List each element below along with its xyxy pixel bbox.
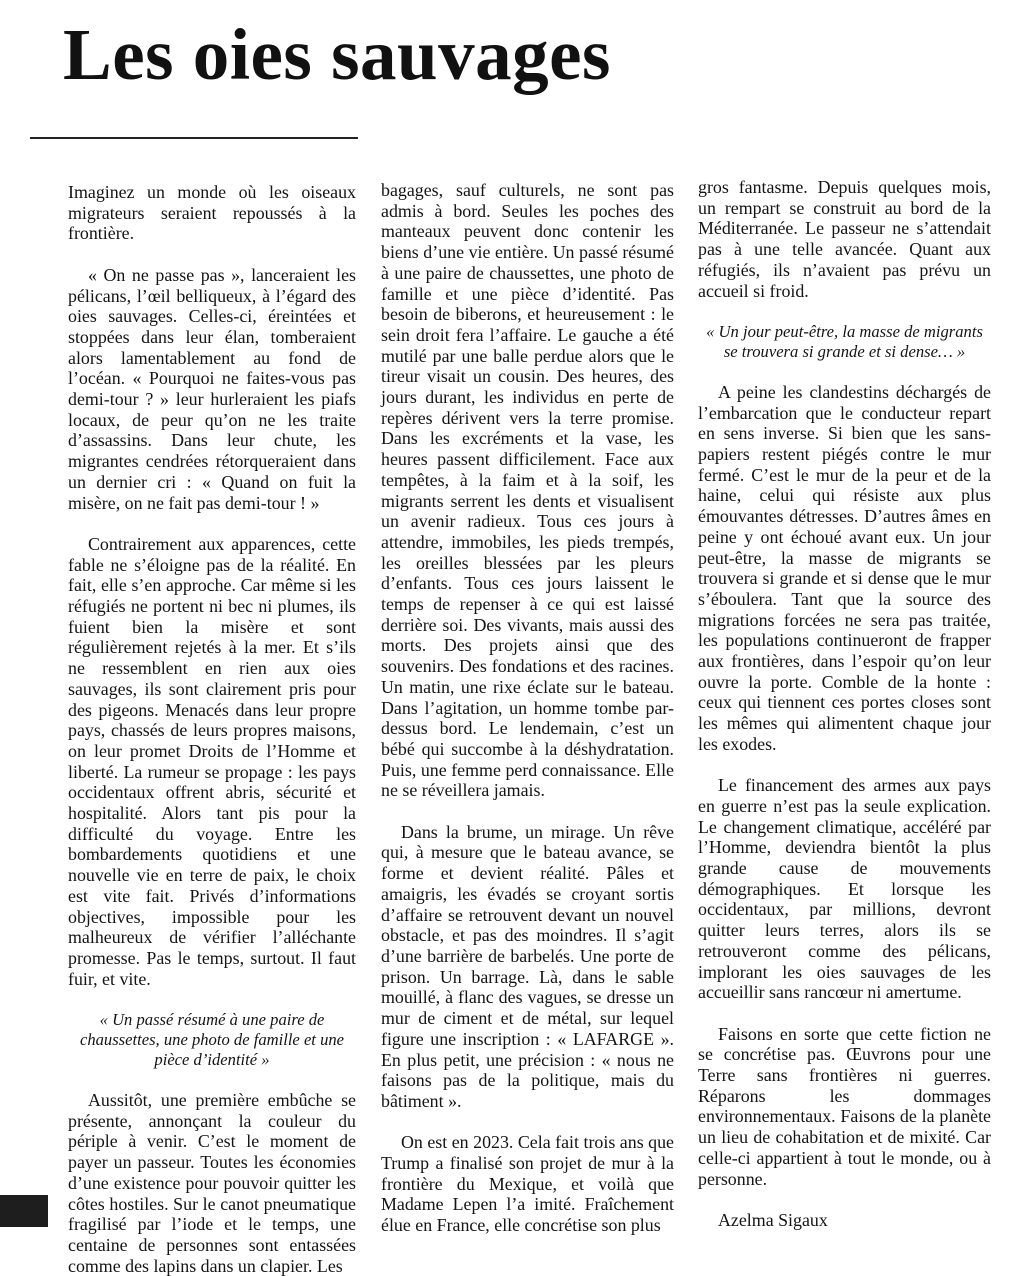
body-paragraph: A peine les clandestins déchargés de l’embarcation que le conducteur repart en sens inverse. Si bien que les sans-papiers restent piégés contre le mur fermé. C’est le mur de la peur et de la haine, celui qui résiste aux plus émouvantes détresses. D’autres âmes en peine y ont échoué avant eux. Un jour peut-être, la masse de migrants se trouvera si grande et si dense que le mur s’éboulera. Tant que la source des migrations forcées ne sera pas traitée, les populations continueront de frapper aux frontières, dans l’espoir qu’on leur ouvre la porte. Comble de la honte : ceux qui tiennent ces portes closes sont les mêmes qui alimentent chaque jour les exodes. [698,381,991,754]
body-paragraph: On est en 2023. Cela fait trois ans que Trump a finalisé son projet de mur à la frontière du Mexique, et voilà que Madame Lepen l’a imité. Fraîchement élue en France, elle concrétise son plus [381,1132,674,1236]
article-title: Les oies sauvages [63,14,611,95]
body-paragraph: Aussitôt, une première embûche se présente, annonçant la couleur du périple à venir. C’est le moment de payer un passeur. Toutes les économies d’une existence pour pouvoir quitter les côtes hostiles. Sur le canot pneumatique fragilisé par l’iode et le temps, une centaine de personnes sont entassées comme des lapins dans un clapier. Les [68,1090,356,1276]
pull-quote: « Un passé résumé à une paire de chaussettes, une photo de famille et une pièce d’identité » [79,1010,345,1070]
column-3 [698,177,991,1231]
body-paragraph: Faisons en sorte que cette fiction ne se concrétise pas. Œuvrons pour une Terre sans frontières ni guerres. Réparons les dommages environnementaux. Faisons de la planète un lieu de cohabitation et de mixité. Car celle-ci appartient à tout le monde, ou à personne. [698,1023,991,1189]
column-2 [381,180,674,1236]
body-paragraph: « On ne passe pas », lanceraient les pélicans, l’œil belliqueux, à l’égard des oies sauvages. Celles-ci, éreintées et stoppées dans leur élan, tomberaient alors lamentablement au fond de l’océan. « Pourquoi ne faites-vous pas demi-tour ? » leur hurleraient les piafs locaux, de peur qu’on ne les traite d’assassins. Dans leur chute, les migrantes cendrées rétorqueraient dans un dernier cri : « Quand on fuit la misère, on ne fait pas demi-tour ! » [68,264,356,513]
body-paragraph: Contrairement aux apparences, cette fable ne s’éloigne pas de la réalité. En fait, elle s’en approche. Car même si les réfugiés ne portent ni bec ni plumes, ils fuient bien la misère et sont régulièrement rejetés à la mer. Et s’ils ne ressemblent en rien aux oies sauvages, ils sont clairement pris pour des pigeons. Menacés dans leur propre pays, chassés de leurs propres maisons, on leur promet Droits de l’Homme et liberté. La rumeur se propage : les pays occidentaux offrent abris, sécurité et hospitalité. Alors tant pis pour la difficulté du voyage. Entre les bombardements quotidiens et une nouvelle vie en terre de paix, le choix est vite fait. Privés d’informations objectives, impossible pour les malheureux de vérifier l’alléchante promesse. Pas le temps, surtout. Il faut fuir, et vite. [68,533,356,989]
page-edge-marker [0,1195,48,1227]
body-paragraph: bagages, sauf culturels, ne sont pas admis à bord. Seules les poches des manteaux peuvent donc contenir les biens d’une vie entière. Un passé résumé à une paire de chaussettes, une photo de famille et une pièce d’identité. Pas besoin de biberons, et heureusement : le sein droit fera l’affaire. Le gauche a été mutilé par une balle perdue alors que le tireur visait un cousin. Des heures, des jours durant, les individus en perte de repères dérivent vers la terre promise. Dans les excréments et la vase, les heures passent difficilement. Face aux tempêtes, à la faim et à la soif, les migrants serrent les dents et visualisent un avenir radieux. Tous ces jours à attendre, immobiles, les pieds trempés, les oreilles blessées par les pleurs d’enfants. Tous ces jours laissent le temps de repenser à ce qui est laissé derrière soi. Des vivants, mais aussi des morts. Des projets ainsi que des souvenirs. Des fondations et des racines. Un matin, une rixe éclate sur le bateau. Dans l’agitation, un homme tombe par-dessus bord. Le lendemain, c’est un bébé qui succombe à la déshydratation. Puis, une femme perd connaissance. Elle ne se réveillera jamais. [381,180,674,801]
author-signature: Azelma Sigaux [718,1209,828,1230]
title-divider [30,137,358,139]
column-1 [68,182,356,1276]
body-paragraph: Le financement des armes aux pays en guerre n’est pas la seule explication. Le changement climatique, accéléré par l’Homme, deviendra bientôt la plus grande cause de mouvements démographiques. Et lorsque les occidentaux, par millions, devront quitter leurs terres, alors ils se retrouveront comme des pélicans, implorant les oies sauvages de les accueillir sans rancœur ni amertume. [698,775,991,1003]
body-paragraph: gros fantasme. Depuis quelques mois, un rempart se construit au bord de la Méditerranée. Le passeur ne s’attendait pas à une telle avancée. Quant aux réfugiés, ils n’avaient pas prévu un accueil si froid. [698,177,991,301]
body-paragraph: Dans la brume, un mirage. Un rêve qui, à mesure que le bateau avance, se forme et devient réalité. Pâles et amaigris, les évadés se croyant sortis d’affaire se retrouvent devant un nouvel obstacle, et pas des moindres. Il s’agit d’une barrière de barbelés. Une porte de prison. Un barrage. Là, dans le sable mouillé, à flanc des vagues, se dresse un mur de ciment et de métal, sur lequel figure une inscription : « LAFARGE ». En plus petit, une précision : « nous ne faisons pas de la politique, mais du bâtiment ». [381,821,674,1111]
body-paragraph: Imaginez un monde où les oiseaux migrateurs seraient repoussés à la frontière. [68,182,356,244]
pull-quote: « Un jour peut-être, la masse de migrants se trouvera si grande et si dense… » [706,321,983,361]
